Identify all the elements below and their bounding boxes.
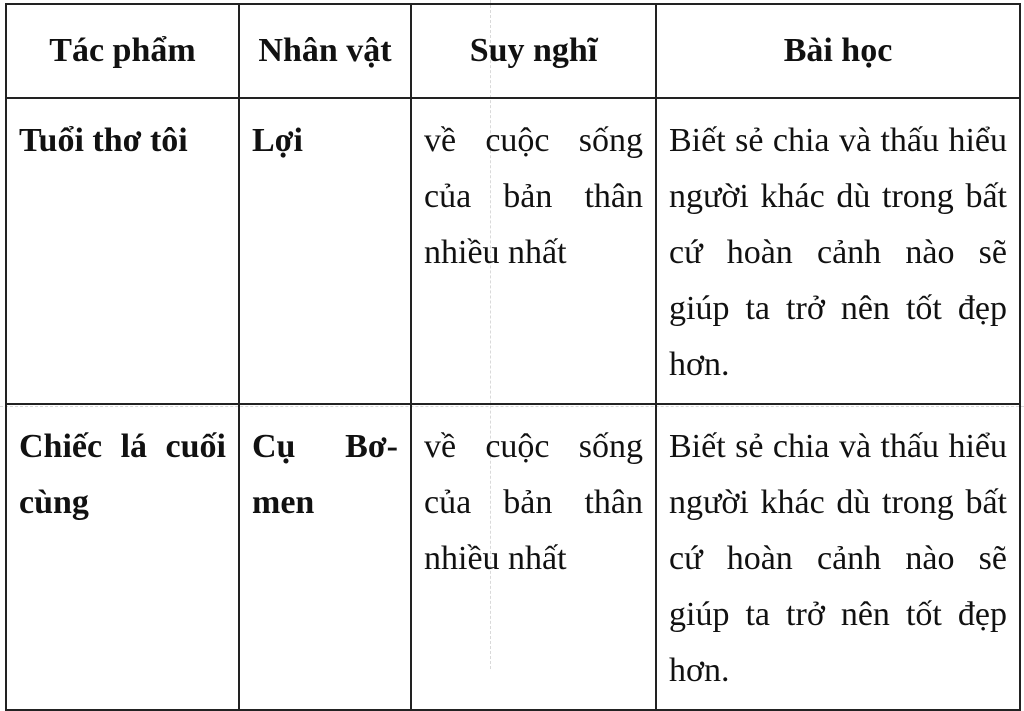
cell-character: Cụ Bơ-men [239,404,411,710]
cell-work: Tuổi thơ tôi [6,98,239,404]
cell-thought: về cuộc sống của bản thân nhiều nhất [411,404,656,710]
header-thought: Suy nghĩ [411,4,656,98]
header-character: Nhân vật [239,4,411,98]
cell-lesson: Biết sẻ chia và thấu hiểu người khác dù trong bất cứ hoàn cảnh nào sẽ giúp ta trở nên tốt đẹp hơn. [656,98,1020,404]
literature-table [5,3,1021,711]
header-row [6,4,1020,98]
cell-work: Chiếc lá cuối cùng [6,404,239,710]
header-work: Tác phẩm [6,4,239,98]
header-lesson: Bài học [656,4,1020,98]
cell-thought: về cuộc sống của bản thân nhiều nhất [411,98,656,404]
table-row [6,98,1020,404]
table-row [6,404,1020,710]
cell-lesson: Biết sẻ chia và thấu hiểu người khác dù trong bất cứ hoàn cảnh nào sẽ giúp ta trở nên tốt đẹp hơn. [656,404,1020,710]
cell-character: Lợi [239,98,411,404]
